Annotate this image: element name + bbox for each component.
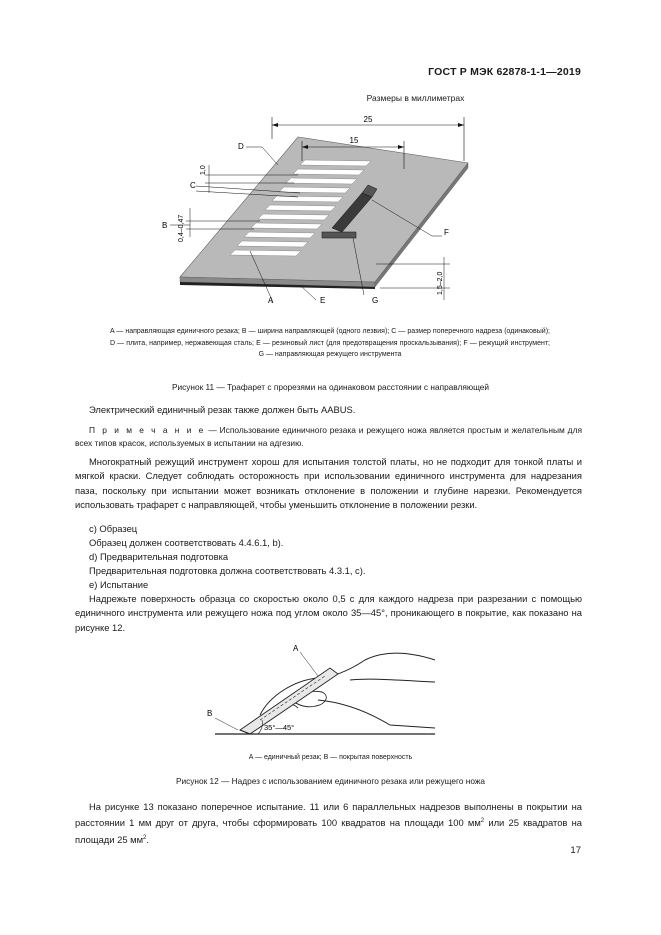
dim-25: 25 — [363, 115, 373, 124]
label-f: F — [444, 228, 449, 237]
page-number: 17 — [570, 845, 581, 856]
dim-15: 15 — [349, 136, 359, 145]
item-d-text: Предварительная подготовка должна соответствовать 4.3.1, с). — [89, 565, 366, 576]
figure-11-legend: A — направляющая единичного резака; B — ширина направляющей (одного лезвия); C — размер поперечного надреза (одинаковый); D — плита, например, нержавеющая сталь; E — резиновый лист (для предотвращения проскальзывания); F — режущий инструмент; G — направляющая режущего инструмента — [110, 328, 550, 358]
document-header: ГОСТ Р МЭК 62878-1-1—2019 — [428, 66, 581, 78]
figure-11-caption: Рисунок 11 — Трафарет с прорезями на одинаковом расстоянии с направляющей — [171, 382, 490, 392]
dim-1-0: 1,0 — [200, 165, 207, 175]
label-a: A — [268, 296, 274, 305]
units-note: Размеры в миллиметрах — [366, 93, 465, 103]
tool-guide — [322, 232, 356, 238]
item-d-heading: d) Предварительная подготовка — [89, 551, 229, 562]
label-b: B — [162, 221, 168, 230]
paragraph-testing: Надрежьте поверхность образца со скоростью около 0,5 с для каждого надреза при разрезании с помощью единичного инструмента или режущего ножа под углом около 35—45°, проникающего в покрытие, как показано на рисунке 12. — [75, 593, 582, 633]
item-c-heading: c) Образец — [89, 523, 138, 534]
dim-1-5: 1,5–2,0 — [437, 271, 444, 295]
superscript-2b: 2 — [143, 834, 147, 841]
dim-0-4: 0,4–0,47 — [178, 214, 185, 242]
paragraph-aabus: Электрический единичный резак также должен быть AABUS. — [89, 404, 356, 415]
label-a-fig12: A — [293, 644, 299, 653]
figure-12-hand-cutter-diagram — [200, 640, 440, 740]
figure-12-caption: Рисунок 12 — Надрез с использованием единичного резака или режущего ножа — [175, 776, 486, 786]
angle-label: 35°—45° — [264, 723, 295, 732]
note-text: — Использование единичного резака и режущего ножа является простым и желательным для всех типов красок, используемых в испытании на адгезию. — [75, 425, 582, 448]
cross-test-text-2: или 25 квадратов на площади 25 мм — [75, 817, 582, 846]
cross-test-text-1: На рисунке 13 показано поперечное испытание. 11 или 6 параллельных надрезов выполнены в покрытии на расстоянии 1 мм друг от друга, чтобы сформировать 100 квадратов на площади 100 мм — [75, 801, 582, 829]
label-g: G — [372, 296, 379, 305]
paragraph-cross-test — [75, 800, 582, 847]
figure-12-legend: A — единичный резак; B — покрытая поверхность — [248, 754, 413, 761]
label-b-fig12: B — [207, 709, 213, 718]
note-prefix: П р и м е ч а н и е — [89, 425, 206, 435]
figure-11-stencil-diagram — [150, 105, 480, 325]
item-c-text: Образец должен соответствовать 4.4.6.1, b). — [89, 537, 284, 548]
item-e-heading: e) Испытание — [89, 579, 149, 590]
cross-test-text-end: . — [146, 834, 149, 846]
label-c: C — [190, 181, 196, 190]
label-e: E — [320, 296, 326, 305]
note-paragraph — [75, 424, 582, 450]
superscript-2a: 2 — [480, 818, 485, 825]
hand-outline — [260, 653, 435, 728]
label-d: D — [238, 142, 244, 151]
paragraph-multiple-cutter: Многократный режущий инструмент хорош для испытания толстой платы, но не подходит для тонкой платы и мягкой краски. Следует соблюдать осторожность при использовании единичного инструмента для надрезания паза, поскольку при испытании может возникать отклонение в положении и глубине нарезки. Рекомендуется использовать трафарет с направляющей, чтобы уменьшить отклонение в положении резки. — [75, 456, 582, 511]
